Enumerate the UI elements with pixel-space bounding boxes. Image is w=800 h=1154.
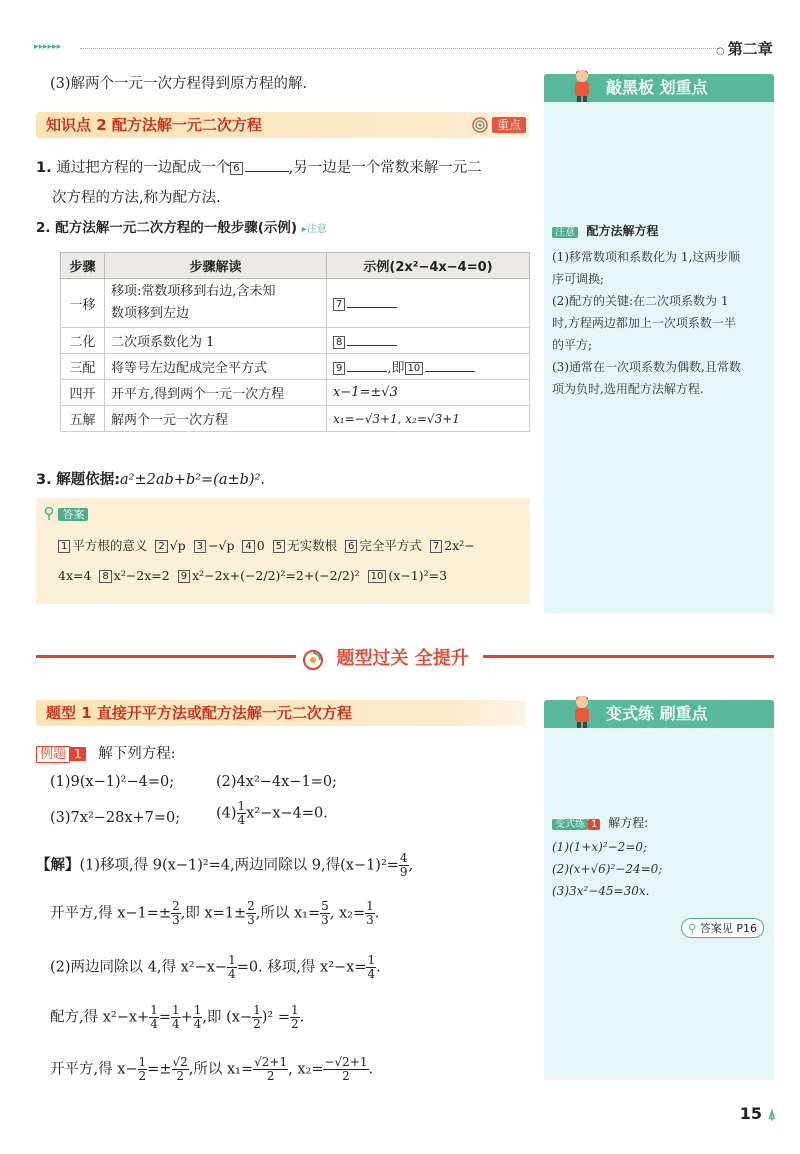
step-name: 一移 [61, 279, 105, 328]
answer-text: √p [169, 538, 186, 553]
denominator: 4 [193, 1017, 202, 1031]
item1-text-b: ,另一边是一个常数来解一元二 [288, 160, 482, 176]
chapter-label: ○ 第二章 [716, 38, 773, 59]
answer-text: −√p [208, 538, 235, 553]
note-heading [552, 222, 658, 239]
answer-link[interactable] [681, 918, 764, 938]
type1-bar [36, 700, 526, 726]
answer-text: 2x²− [444, 538, 475, 553]
kp2-title: 知识点 2 配方法解一元二次方程 [46, 116, 262, 134]
solution-text: + [180, 1009, 193, 1026]
variant-list [552, 836, 662, 902]
denominator: 2 [138, 1069, 147, 1083]
denominator: 4 [228, 967, 236, 981]
denominator: 9 [399, 865, 408, 879]
solution-text: ,所以 x₁= [188, 1061, 254, 1078]
kp2-item3 [36, 470, 265, 490]
denominator: 3 [172, 913, 180, 927]
fraction [253, 1056, 288, 1083]
solution-text: )² = [261, 1009, 290, 1026]
fraction [171, 900, 181, 927]
denominator: 4 [171, 1017, 180, 1031]
numerator: 1 [171, 1003, 180, 1017]
denominator: 2 [253, 1017, 261, 1031]
numerator: 1 [367, 953, 376, 967]
answer-num: 7 [430, 540, 442, 553]
solution-text: , x₂= [329, 905, 366, 922]
solution-text: ,即 (x− [202, 1009, 253, 1026]
solution-text: (2)两边同除以 4,得 x²−x− [50, 959, 228, 976]
step-desc: 开平方,得到两个一元一次方程 [105, 380, 327, 406]
table-row [61, 279, 530, 328]
header-arrows: ▸▸▸▸▸▸ [34, 42, 62, 52]
kp2-item2 [36, 218, 327, 240]
solution-text: =0. 移项,得 x²−x= [236, 959, 367, 976]
fraction [323, 1056, 368, 1083]
key-icon [44, 507, 54, 521]
step-name: 四开 [61, 380, 105, 406]
side-header-top [544, 74, 774, 102]
answer-num: 3 [194, 540, 206, 553]
solution-text: ,所以 x₁= [255, 905, 321, 922]
fraction [227, 954, 237, 981]
variant-item: (2)(x+√6)²−24=0; [552, 862, 663, 876]
equation-1: (1)9(x−1)²−4=0; [50, 774, 175, 790]
solution-step-5 [50, 1056, 373, 1083]
answers-box [36, 498, 530, 604]
denominator: 2 [291, 1017, 299, 1031]
step-example [327, 328, 530, 354]
table-header: 步骤 [61, 253, 105, 279]
numerator: 1 [366, 899, 374, 913]
answer-text: 无实数根 [287, 538, 338, 553]
fraction [138, 1056, 148, 1083]
step-name: 三配 [61, 354, 105, 380]
solution-text: 开平方,得 x−1=± [50, 905, 172, 922]
numerator: 1 [228, 953, 236, 967]
solution-step-2 [50, 900, 379, 927]
note-tag: 注意 [552, 227, 578, 238]
numerator: 1 [237, 799, 246, 813]
step-desc: 将等号左边配成完全平方式 [105, 354, 327, 380]
top-line: (3)解两个一元一次方程得到原方程的解. [50, 76, 308, 92]
table-row [61, 354, 530, 380]
fraction [171, 1004, 181, 1031]
numerator: 1 [253, 1003, 261, 1017]
item1-text-a: 通过把方程的一边配成一个 [56, 160, 231, 176]
answers-line-1 [58, 536, 475, 554]
numerator: √2+1 [254, 1055, 288, 1069]
solution-step-1 [36, 852, 413, 879]
solution-step-3 [50, 954, 381, 981]
item2-text: 配方法解一元二次方程的一般步骤(示例) [55, 220, 298, 236]
solution-text: . [376, 959, 381, 976]
step-example: x₁=−√3+1, x₂=√3+1 [327, 406, 530, 432]
page-number [740, 1104, 776, 1123]
step-example: x−1=±√3 [327, 380, 530, 406]
note-line: 的平方; [552, 338, 593, 352]
item1-text-c: 次方程的方法,称为配方法. [52, 190, 221, 206]
step-example [327, 354, 530, 380]
eq4-label: (4) [216, 805, 237, 822]
variant-prompt: 解方程: [608, 816, 649, 830]
header-divider [80, 48, 720, 49]
kp2-bar [36, 112, 530, 138]
item-number: 3. [36, 472, 52, 488]
side-panel-top [544, 74, 774, 614]
solution-text: 配方,得 x²−x+ [50, 1009, 150, 1026]
answer-num: 10 [368, 570, 387, 583]
numerator: 1 [138, 1055, 147, 1069]
numerator: 2 [172, 899, 180, 913]
note-line: (3)通常在一次项系数为偶数,且常数 [552, 360, 741, 374]
answer-text: (x−1)²=3 [388, 568, 448, 583]
blank-label: 6 [230, 162, 242, 175]
kp2-item1 [36, 158, 482, 178]
answers-tag: 答案 [58, 508, 88, 521]
denominator: 4 [237, 813, 246, 827]
example-prompt: 解下列方程: [98, 746, 176, 762]
section-title-wrap [296, 644, 483, 671]
note-title: 配方法解方程 [586, 224, 659, 238]
solution-text: (1)移项,得 9(x−1)²=4,两边同除以 9,得(x−1)²= [79, 857, 399, 874]
solution-text: , x₂= [288, 1061, 324, 1078]
solution-text: = [158, 1009, 171, 1026]
step-desc [105, 279, 327, 328]
side-header-bottom-label: 变式练 刷重点 [606, 704, 708, 723]
equation-2: (2)4x²−4x−1=0; [216, 774, 337, 790]
answer-num: 4 [242, 540, 254, 553]
answer-num: 5 [273, 540, 285, 553]
answer-blank [347, 358, 387, 372]
table-row [61, 328, 530, 354]
answer-blank [347, 294, 397, 308]
solution-step-4 [50, 1004, 304, 1031]
variant-heading [552, 814, 648, 831]
solution-text: , [408, 857, 414, 874]
step-desc-line: 移项:常数项移到右边,含未知 [111, 284, 276, 299]
step-desc: 解两个一元一次方程 [105, 406, 327, 432]
blank-label: 8 [333, 336, 345, 349]
item2-note: ▸注意 [301, 224, 327, 235]
section-title: 题型过关 全提升 [328, 648, 476, 669]
numerator: 5 [321, 899, 329, 913]
answer-num: 6 [345, 540, 357, 553]
table-header: 步骤解读 [105, 253, 327, 279]
fraction [246, 900, 256, 927]
example-heading [36, 744, 176, 765]
answer-num: 9 [178, 570, 190, 583]
note-line: 项为负时,选用配方法解方程. [552, 382, 704, 396]
variant-tag-num: 1 [588, 819, 600, 830]
denominator: 3 [247, 913, 255, 927]
item3-formula: a²±2ab+b²=(a±b)². [120, 472, 265, 488]
key-icon: ⚲ [688, 922, 697, 935]
answer-blank [347, 332, 397, 346]
note-line: 序可调换; [552, 272, 605, 286]
equation-4 [216, 800, 328, 827]
step-example [327, 279, 530, 328]
numerator: 2 [247, 899, 255, 913]
note-line: (2)配方的关键:在二次项系数为 1 [552, 294, 729, 308]
step-example-mid: ,即 [387, 361, 405, 376]
denominator: 2 [176, 1069, 184, 1083]
answer-link-text: 答案见 P16 [699, 922, 757, 935]
person-icon [568, 694, 596, 728]
fraction [252, 1004, 262, 1031]
numerator: 1 [291, 1003, 299, 1017]
denominator: 4 [150, 1017, 158, 1031]
side-header-bottom [544, 700, 774, 728]
fraction [193, 1004, 203, 1031]
target-icon [472, 117, 488, 133]
fraction [149, 1004, 159, 1031]
solution-text: . [374, 905, 380, 922]
blank-label: 7 [333, 298, 345, 311]
solution-text: . [368, 1061, 374, 1078]
denominator: 4 [367, 967, 376, 981]
answer-blank [245, 158, 289, 172]
type1-title: 题型 1 直接开平方法或配方法解一元二次方程 [46, 704, 352, 722]
note-body [552, 246, 741, 400]
fraction [290, 1004, 300, 1031]
blank-label: 9 [333, 362, 345, 375]
answers-line-2 [58, 568, 447, 583]
swirl-icon [302, 649, 324, 671]
answer-text: 完全平方式 [359, 538, 422, 553]
numerator: √2 [172, 1055, 188, 1069]
step-name: 五解 [61, 406, 105, 432]
page-number-text: 15 [739, 1104, 763, 1123]
equation-3: (3)7x²−28x+7=0; [50, 810, 181, 826]
variant-item: (1)(1+x)²−2=0; [552, 840, 648, 854]
denominator: 3 [366, 913, 374, 927]
answers-tag-wrap [44, 506, 88, 522]
note-line: (1)移常数项和系数化为 1,这两步顺 [552, 250, 741, 264]
side-panel-bottom [544, 700, 774, 1080]
solution-text: ,即 x=1± [180, 905, 247, 922]
denominator: 2 [342, 1069, 350, 1083]
compass-icon: ⍋ [767, 1107, 776, 1123]
example-tag: 例题 [36, 746, 70, 763]
numerator: 1 [193, 1003, 202, 1017]
fraction [365, 900, 375, 927]
table-row [61, 406, 530, 432]
variant-tag: 变式练 [552, 819, 588, 830]
numerator: 4 [399, 851, 408, 865]
item3-label: 解题依据: [56, 472, 121, 488]
fraction [320, 900, 330, 927]
step-desc-line: 数项移到左边 [111, 306, 190, 321]
example-num: 1 [70, 747, 86, 761]
answer-text: 0 [256, 538, 265, 553]
table-row [61, 380, 530, 406]
kp2-badge-wrap [472, 116, 526, 133]
solution-label: 【解】 [36, 857, 80, 874]
answer-text: x²−2x=2 [113, 568, 170, 583]
steps-table [60, 252, 530, 432]
numerator: 1 [150, 1003, 158, 1017]
item-number: 2. [36, 220, 51, 236]
variant-item: (3)3x²−45=30x. [552, 884, 650, 898]
solution-text: . [299, 1009, 305, 1026]
answer-num: 1 [58, 540, 70, 553]
numerator: −√2+1 [324, 1055, 368, 1069]
step-name: 二化 [61, 328, 105, 354]
side-header-top-label: 敲黑板 划重点 [606, 78, 708, 97]
answer-text: 平方根的意义 [72, 538, 148, 553]
solution-text: 开平方,得 x− [50, 1061, 138, 1078]
answer-text: 4x=4 [58, 568, 92, 583]
fraction [366, 954, 376, 981]
kp2-badge: 重点 [492, 117, 526, 133]
note-line: 时,方程两边都加上一次项系数一半 [552, 316, 736, 330]
item-number: 1. [36, 160, 52, 176]
denominator: 2 [266, 1069, 275, 1083]
step-desc: 二次项系数化为 1 [105, 328, 327, 354]
fraction [172, 1056, 189, 1083]
table-header: 示例(2x²−4x−4=0) [327, 253, 530, 279]
solution-text: =± [147, 1061, 172, 1078]
answer-blank [425, 358, 475, 372]
fraction [399, 852, 409, 879]
answer-num: 2 [155, 540, 167, 553]
denominator: 3 [321, 913, 329, 927]
blank-label: 10 [405, 362, 424, 375]
eq4-rest: x²−x−4=0. [246, 805, 328, 822]
fraction [237, 800, 247, 827]
person-icon [568, 68, 596, 102]
answer-text: x²−2x+(−2/2)²=2+(−2/2)² [192, 568, 360, 583]
answer-num: 8 [99, 570, 111, 583]
